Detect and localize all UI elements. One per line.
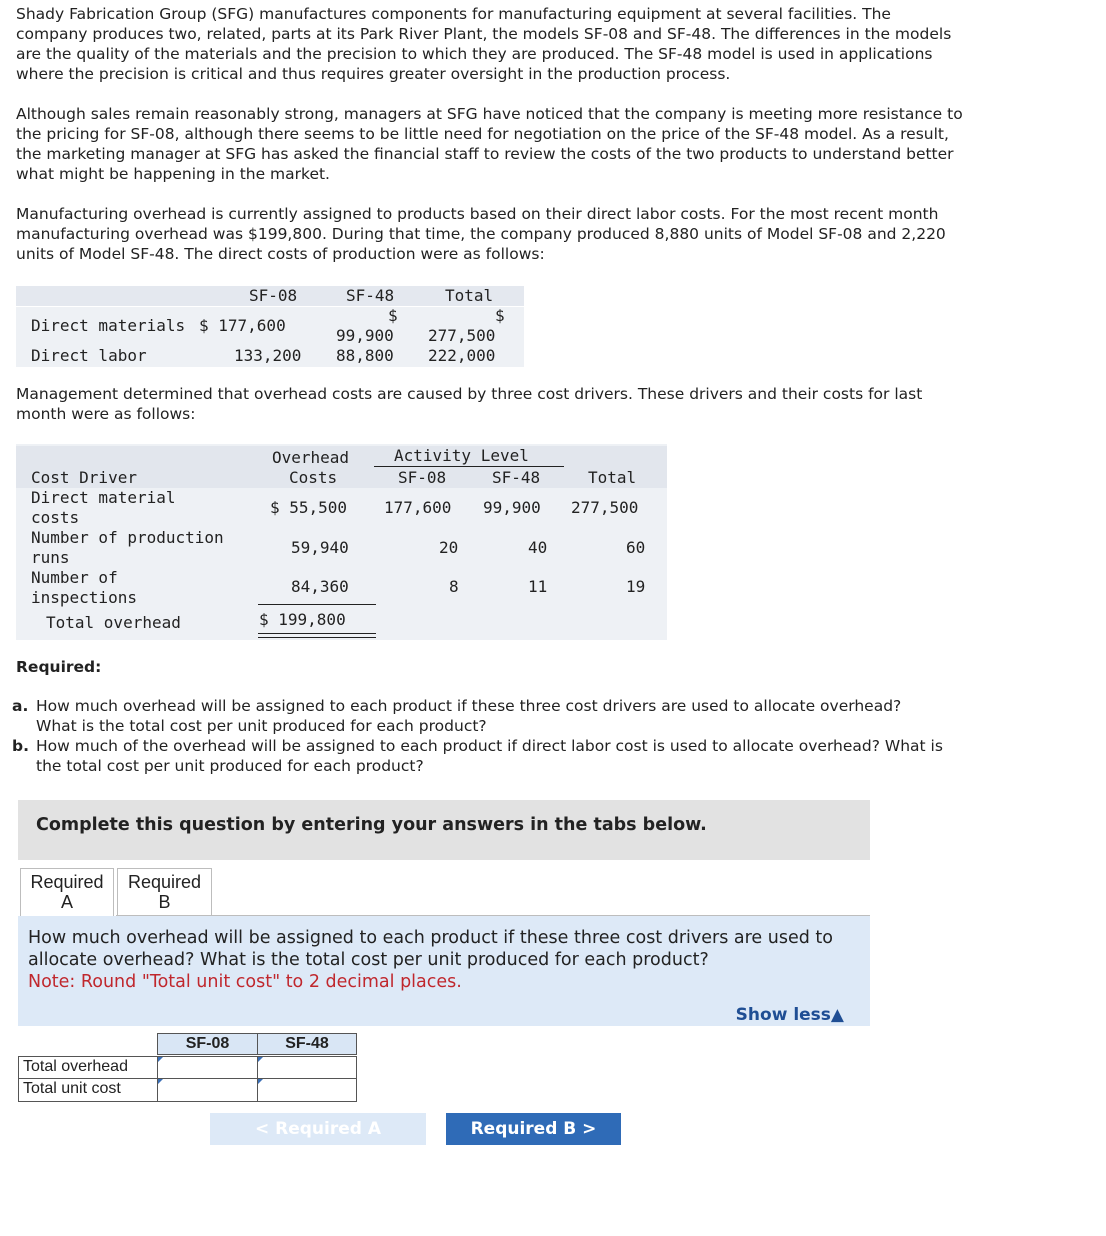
required-b-line2: the total cost per unit produced for each product?	[36, 757, 424, 775]
intro-paragraph-4: Management determined that overhead costs are caused by three cost drivers. These drivers and their costs for last month were as follows:	[16, 385, 923, 423]
required-heading: Required:	[16, 658, 102, 676]
header-sf48: SF-48	[346, 286, 395, 305]
tab-label: Required	[30, 872, 104, 892]
header-sf48: SF-48	[492, 468, 541, 487]
header-total: Total	[588, 468, 637, 487]
prev-required-a-button[interactable]: < Required A	[210, 1113, 426, 1145]
total-double-underline-1	[258, 633, 376, 634]
driver-sf48: 40	[528, 538, 548, 557]
driver-sf48: 11	[528, 577, 548, 596]
overhead-drivers-table	[16, 444, 667, 640]
direct-materials-total-symbol: $	[495, 306, 505, 325]
header-costs: Costs	[289, 468, 338, 487]
required-a-line1: How much overhead will be assigned to each product if these three cost drivers are used to allocate overhead?	[36, 697, 902, 715]
total-double-underline-2	[258, 637, 376, 638]
input-flag-icon	[158, 1079, 163, 1084]
header-overhead: Overhead	[272, 448, 350, 467]
direct-labor-label: Direct labor	[31, 346, 147, 365]
total-overhead-value: $ 199,800	[259, 610, 346, 629]
header-total: Total	[445, 286, 494, 305]
driver-cost: $ 55,500	[270, 498, 348, 517]
input-flag-icon	[158, 1057, 163, 1062]
answer-col-sf48: SF-48	[257, 1033, 357, 1055]
direct-materials-sf48: 99,900	[336, 326, 394, 345]
direct-labor-sf08: 133,200	[234, 346, 302, 365]
required-b-letter: b.	[12, 737, 29, 755]
driver-label-cont: costs	[31, 508, 80, 527]
total-overhead-sf08-input[interactable]	[157, 1056, 258, 1079]
tab-label: Required	[127, 872, 202, 892]
driver-total: 19	[626, 577, 646, 596]
driver-cost: 84,360	[291, 577, 349, 596]
answer-row-total-unit-cost: Total unit cost	[18, 1078, 158, 1102]
next-required-b-button[interactable]: Required B >	[446, 1113, 621, 1145]
driver-total: 277,500	[571, 498, 639, 517]
total-overhead-label: Total overhead	[46, 613, 181, 632]
show-less-toggle[interactable]: Show less▲	[735, 1005, 844, 1025]
total-unit-cost-sf48-input[interactable]	[257, 1078, 357, 1102]
tab-required-b[interactable]	[117, 868, 212, 916]
direct-labor-total: 222,000	[428, 346, 496, 365]
header-cost-driver: Cost Driver	[31, 468, 137, 487]
driver-cost: 59,940	[291, 538, 349, 557]
driver-sf08: 20	[439, 538, 459, 557]
driver-label-cont: runs	[31, 548, 70, 567]
input-flag-icon	[258, 1057, 263, 1062]
required-b-line1: How much of the overhead will be assigned to each product if direct labor cost is used to allocate overhead? What is	[36, 737, 943, 755]
total-overhead-sf48-input[interactable]	[257, 1056, 357, 1079]
answer-col-sf08: SF-08	[157, 1033, 258, 1055]
driver-sf08: 8	[449, 577, 459, 596]
direct-materials-total: 277,500	[428, 326, 496, 345]
driver-total: 60	[626, 538, 646, 557]
header-sf08: SF-08	[249, 286, 298, 305]
total-overline	[258, 604, 376, 605]
activity-level-underline	[374, 466, 564, 467]
intro-paragraph-1: Shady Fabrication Group (SFG) manufactures components for manufacturing equipment at several facilities. The company produces two, related, parts at its Park River Plant, the models SF-08 and SF-48. The differences in the models are the quality of the materials and the precision to which they are produced. The SF-48 model is used in applications where the precision is critical and thus requires greater oversight in the production process.	[16, 5, 952, 83]
driver-label-cont: inspections	[31, 588, 137, 607]
total-unit-cost-sf08-input[interactable]	[157, 1078, 258, 1102]
question-panel	[18, 916, 870, 1026]
input-flag-icon	[258, 1079, 263, 1084]
tab-required-a[interactable]	[20, 868, 114, 916]
driver-label: Number of production	[31, 528, 224, 547]
intro-paragraph-3: Manufacturing overhead is currently assigned to products based on their direct labor costs. For the most recent month manufacturing overhead was $199,800. During that time, the company produced 8,880 units of Model SF-08 and 2,220 units of Model SF-48. The direct costs of production were as follows:	[16, 205, 946, 263]
question-text: How much overhead will be assigned to each product if these three cost drivers are used to allocate overhead? What is the total cost per unit produced for each product?	[28, 928, 833, 970]
tab-label-letter: B	[158, 892, 171, 912]
required-a-letter: a.	[12, 697, 29, 715]
direct-materials-sf08: $ 177,600	[199, 316, 286, 335]
driver-sf48: 99,900	[483, 498, 541, 517]
answer-row-total-overhead: Total overhead	[18, 1056, 158, 1079]
header-activity-level: Activity Level	[394, 446, 529, 465]
driver-sf08: 177,600	[384, 498, 452, 517]
header-sf08: SF-08	[398, 468, 447, 487]
question-text-block	[28, 927, 868, 993]
driver-label: Direct material	[31, 488, 176, 507]
driver-label: Number of	[31, 568, 118, 587]
direct-materials-label: Direct materials	[31, 316, 186, 335]
direct-labor-sf48: 88,800	[336, 346, 394, 365]
tab-label-letter: A	[60, 892, 73, 912]
intro-paragraph-2: Although sales remain reasonably strong, managers at SFG have noticed that the company is meeting more resistance to the pricing for SF-08, although there seems to be little need for negotiation on the price of the SF-48 model. As a result, the marketing manager at SFG has asked the financial staff to review the costs of the two products to understand better what might be happening in the market.	[16, 105, 963, 183]
required-a-line2: What is the total cost per unit produced for each product?	[36, 717, 487, 735]
instructions-banner	[18, 800, 870, 860]
instructions-text: Complete this question by entering your answers in the tabs below.	[36, 815, 707, 835]
direct-materials-sf48-symbol: $	[388, 306, 398, 325]
rounding-note: Note: Round "Total unit cost" to 2 decimal places.	[28, 972, 462, 992]
